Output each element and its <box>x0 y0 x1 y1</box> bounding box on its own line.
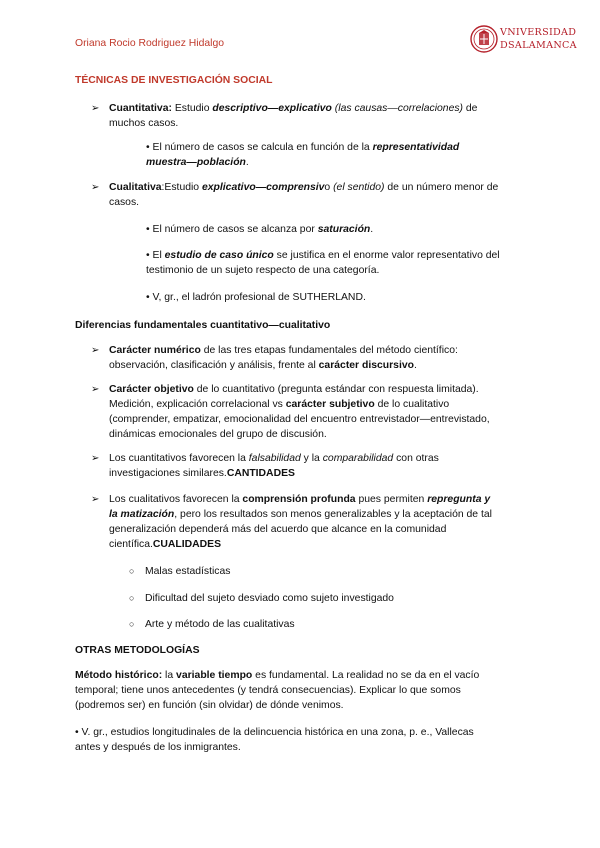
paragraph-metodo-historico: Método histórico: la variable tiempo es fundamental. La realidad no se da en el vacío temporal; tiene unos antecedentes (y tendrá consecuencias). Explicar lo que somos (podremos ser) en función (sin olvidar) de dónde venimos. <box>75 670 480 711</box>
sub-point-caso-unico: • El estudio de caso único se justifica en el enorme valor representativo del testimonio de un sujeto respecto de una categoría. <box>146 250 500 276</box>
list-item: Malas estadísticas <box>145 566 231 577</box>
arrow-bullet-icon: ➢ <box>91 345 100 356</box>
university-name <box>500 26 577 52</box>
sub-point-saturacion: • El número de casos se alcanza por saturación. <box>146 224 374 235</box>
section-title-diferencias: Diferencias fundamentales cuantitativo—cualitativo <box>75 320 331 331</box>
list-item: Arte y método de las cualitativas <box>145 619 295 630</box>
arrow-bullet-icon: ➢ <box>91 182 100 193</box>
university-seal-icon <box>470 25 498 53</box>
sub-point-sutherland: • V, gr., el ladrón profesional de SUTHERLAND. <box>146 292 366 303</box>
arrow-bullet-icon: ➢ <box>91 384 100 395</box>
document-author: Oriana Rocio Rodriguez Hidalgo <box>75 38 225 49</box>
arrow-bullet-icon: ➢ <box>91 494 100 505</box>
logo-line-2: DSALAMANCA <box>500 40 577 51</box>
arrow-bullet-icon: ➢ <box>91 103 100 114</box>
bullet-cuantitativa: Cuantitativa: Estudio descriptivo—explicativo (las causas—correlaciones) de muchos casos. <box>109 103 478 129</box>
section-title-otras-metodologias: OTRAS METODOLOGÍAS <box>75 645 200 656</box>
bullet-cualitativos-favorecen: Los cualitativos favorecen la comprensión profunda pues permiten repregunta y la matización, pero los resultados son menos generalizables y la aceptación de tal generalización dependerá más del acuerdo que alcance en la comunidad científica.CUALIDADES <box>109 494 492 550</box>
bullet-cualitativa: Cualitativa:Estudio explicativo—comprensivo (el sentido) de un número menor de casos. <box>109 182 499 208</box>
arrow-bullet-icon: ➢ <box>91 453 100 464</box>
bullet-cuantitativos-favorecen: Los cuantitativos favorecen la falsabilidad y la comparabilidad con otras investigaciones similares.CANTIDADES <box>109 453 439 479</box>
circle-bullet-icon: ○ <box>129 619 135 629</box>
circle-bullet-icon: ○ <box>129 566 135 576</box>
bullet-caracter-numerico: Carácter numérico de las tres etapas fundamentales del método científico: observación, clasificación y análisis, frente al carácter discursivo. <box>109 345 458 371</box>
circle-bullet-icon: ○ <box>129 593 135 603</box>
logo-line-1: VNIVERSIDAD <box>500 27 577 38</box>
bullet-caracter-objetivo: Carácter objetivo de lo cuantitativo (pregunta estándar con respuesta limitada). Medición, explicación correlacional vs carácter subjetivo de lo cualitativo (comprender, empatizar, emocionalidad del encuentro entrevistador—entrevistado, dinámicas emocionales del grupo de discusión. <box>109 384 490 440</box>
university-logo <box>470 25 578 57</box>
section-title-tecnicas: TÉCNICAS DE INVESTIGACIÓN SOCIAL <box>75 75 273 86</box>
paragraph-ejemplo-vallecas: • V. gr., estudios longitudinales de la delincuencia histórica en una zona, p. e., Vallecas antes y después de los inmigrantes. <box>75 727 474 753</box>
sub-point-representatividad: • El número de casos se calcula en función de la representatividad muestra—población. <box>146 142 460 168</box>
list-item: Dificultad del sujeto desviado como sujeto investigado <box>145 593 394 604</box>
